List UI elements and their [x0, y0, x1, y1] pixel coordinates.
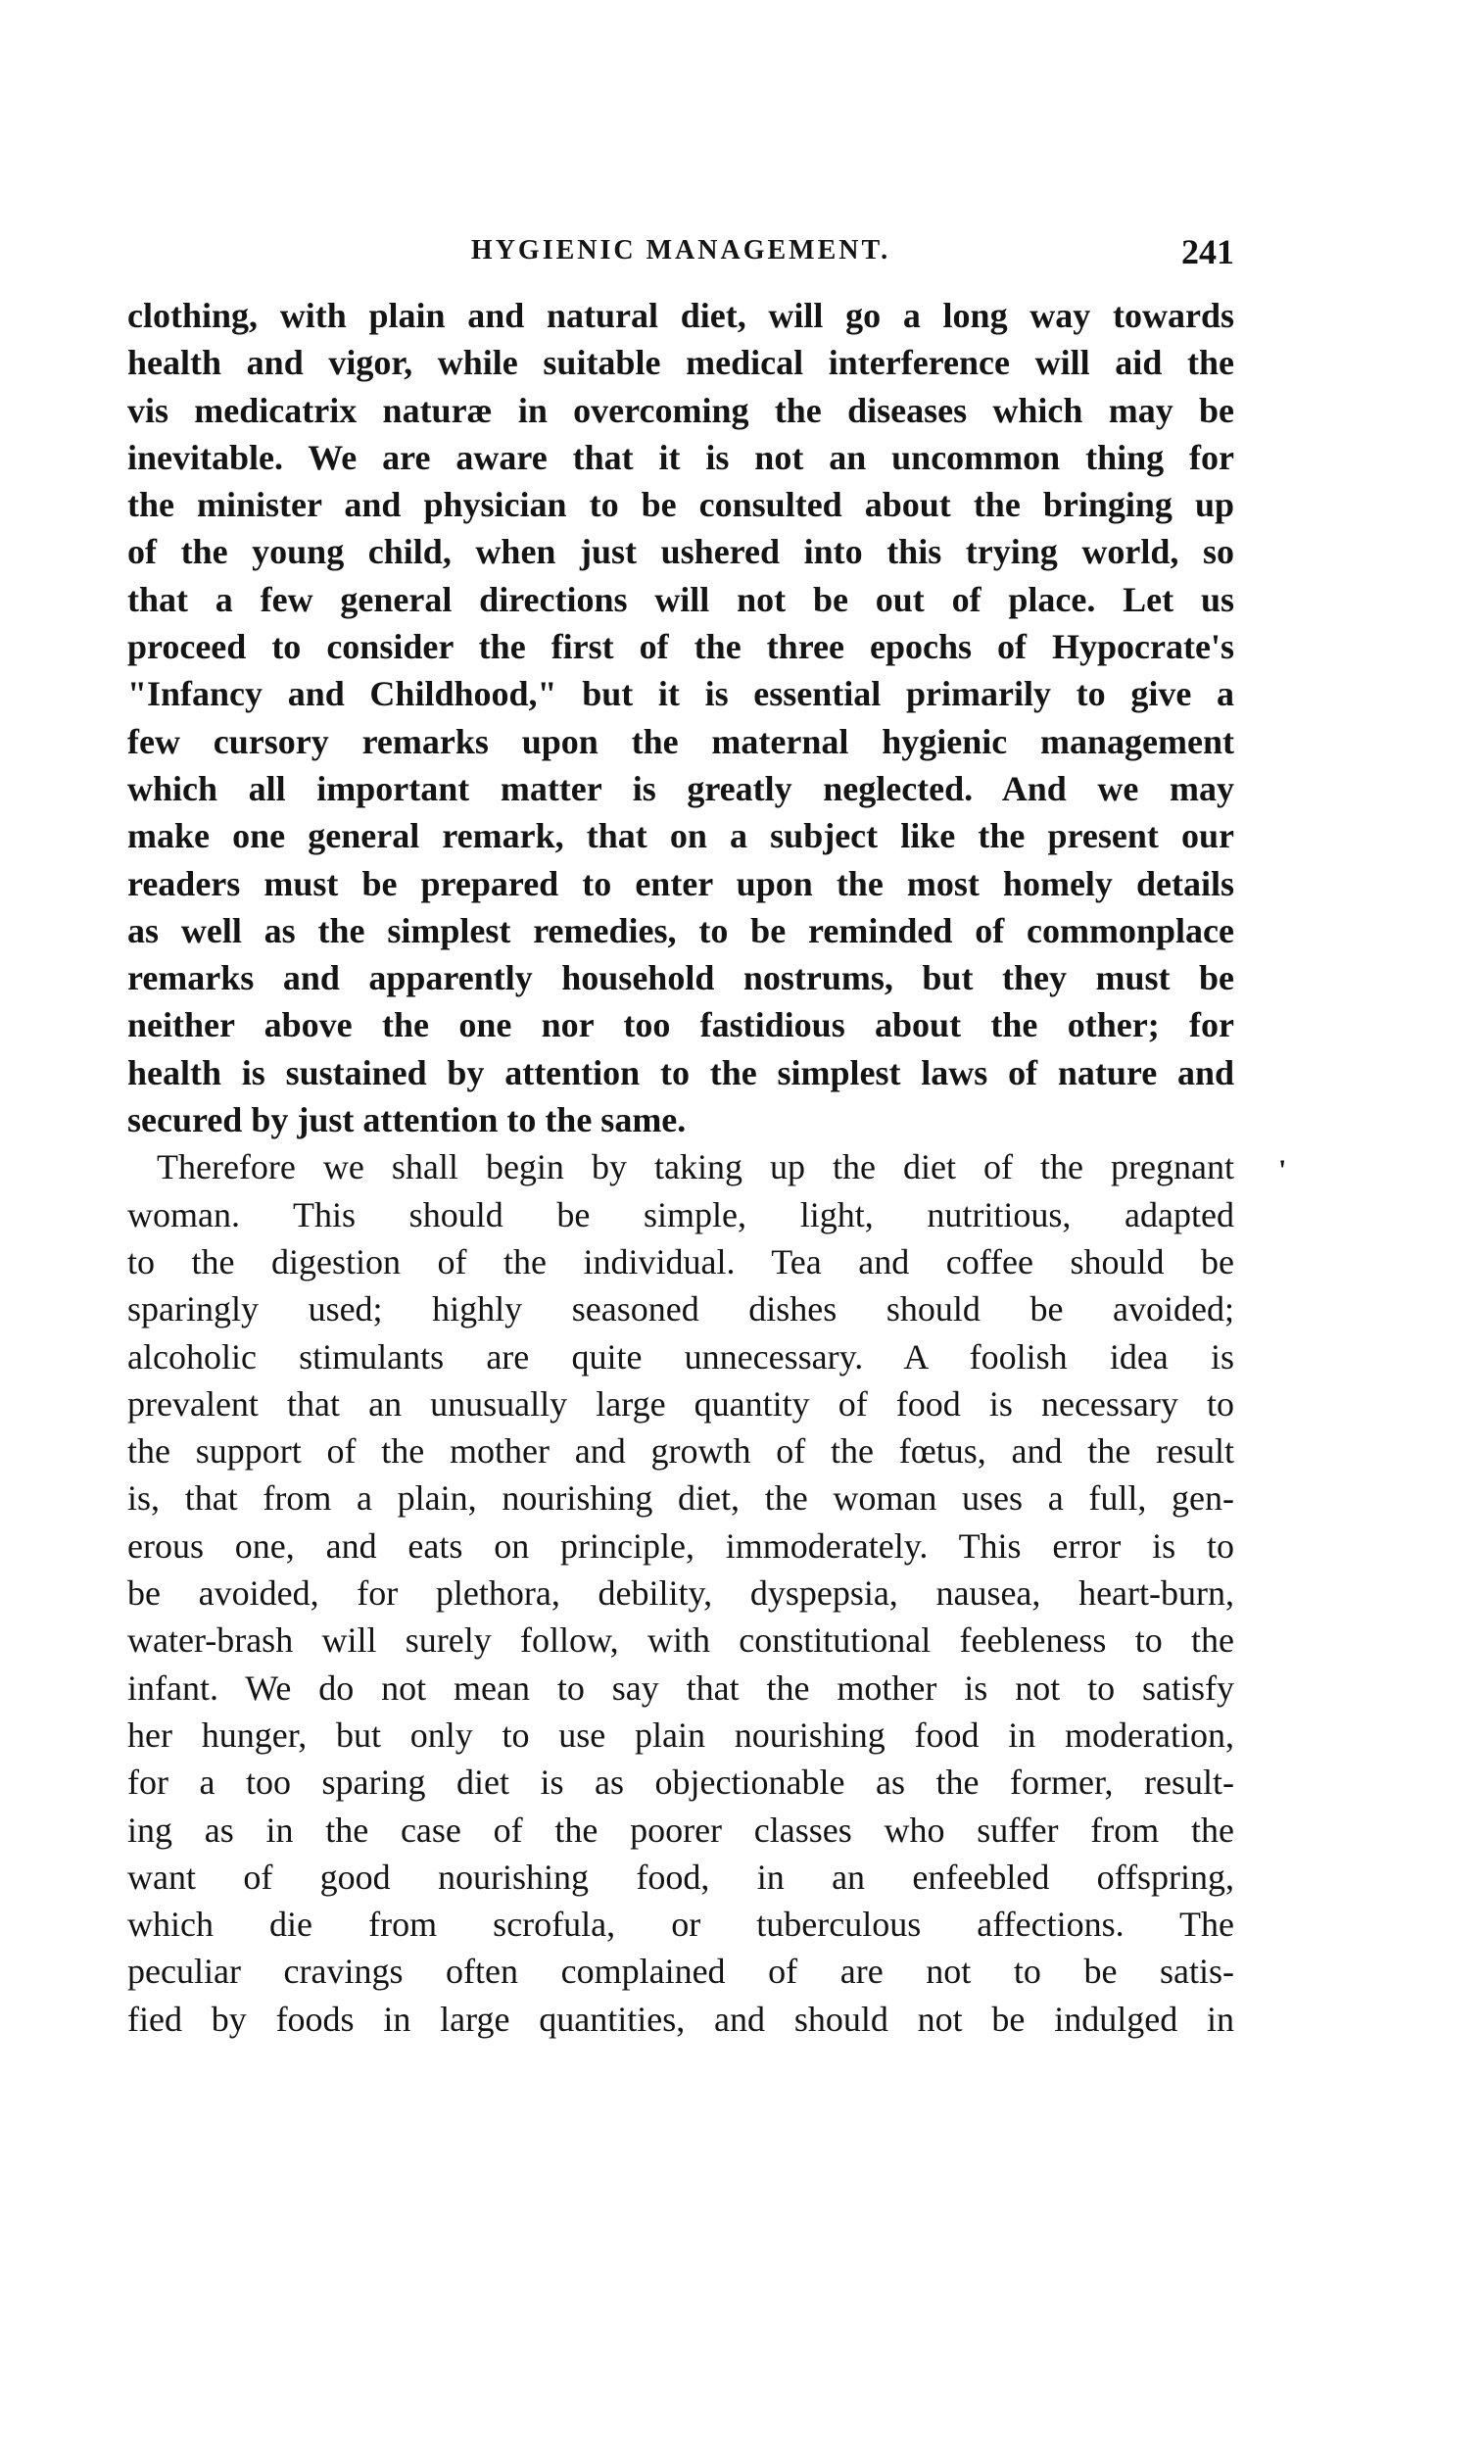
text-line: her hunger, but only to use plain nourishing food in moderation,	[127, 1715, 1234, 1755]
text-line: clothing, with plain and natural diet, will go a long way towards	[127, 296, 1234, 335]
text-line: to the digestion of the individual. Tea and coffee should be	[127, 1241, 1234, 1281]
text-line: which die from scrofula, or tuberculous affections. The	[127, 1905, 1234, 1945]
text-line: prevalent that an unusually large quantity of food is necessary to	[127, 1383, 1234, 1424]
text-line: readers must be prepared to enter upon the most homely details	[127, 863, 1234, 903]
margin-mark: '	[1278, 1154, 1287, 1186]
text-line: erous one, and eats on principle, immoderately. This error is to	[127, 1525, 1234, 1566]
text-line: sparingly used; highly seasoned dishes should be avoided;	[127, 1289, 1234, 1329]
text-line: woman. This should be simple, light, nutritious, adapted	[127, 1194, 1234, 1234]
text-line: make one general remark, that on a subject like the present our	[127, 816, 1234, 856]
text-line: vis medicatrix naturæ in overcoming the diseases which may be	[127, 390, 1234, 430]
text-line: the minister and physician to be consulted about the bringing up	[127, 485, 1234, 525]
page-number: 241	[1181, 232, 1234, 271]
text-line: water-brash will surely follow, with constitutional feebleness to the	[127, 1620, 1234, 1661]
text-line: inevitable. We are aware that it is not an uncommon thing for	[127, 437, 1234, 477]
text-line: the support of the mother and growth of the fœtus, and the result	[127, 1431, 1234, 1472]
text-line: for a too sparing diet is as objectionable as the former, result-	[127, 1763, 1234, 1803]
text-line: proceed to consider the first of the three epochs of Hypocrate's	[127, 627, 1234, 667]
text-line: "Infancy and Childhood," but it is essential primarily to give a	[127, 674, 1234, 714]
text-line: alcoholic stimulants are quite unnecessary. A foolish idea is	[127, 1336, 1234, 1377]
text-line: that a few general directions will not be out of place. Let us	[127, 579, 1234, 619]
text-line: of the young child, when just ushered into this trying world, so	[127, 532, 1234, 572]
running-title: HYGIENIC MANAGEMENT.	[470, 235, 891, 266]
body-text	[127, 292, 1234, 2043]
text-line: remarks and apparently household nostrums, but they must be	[127, 958, 1234, 998]
text-line: health is sustained by attention to the simplest laws of nature and	[127, 1052, 1234, 1092]
text-line: which all important matter is greatly neglected. And we may	[127, 768, 1234, 808]
text-line: fied by foods in large quantities, and should not be indulged in	[127, 1999, 1234, 2039]
text-line: few cursory remarks upon the maternal hygienic management	[127, 721, 1234, 761]
text-line: peculiar cravings often complained of are not to be satis-	[127, 1952, 1234, 1992]
text-line: as well as the simplest remedies, to be reminded of commonplace	[127, 910, 1234, 950]
text-line: infant. We do not mean to say that the mother is not to satisfy	[127, 1667, 1234, 1708]
text-line: secured by just attention to the same.	[127, 1100, 687, 1140]
text-line: is, that from a plain, nourishing diet, the woman uses a full, gen-	[127, 1478, 1234, 1519]
text-line: health and vigor, while suitable medical interference will aid the	[127, 343, 1234, 383]
text-line: neither above the one nor too fastidious about the other; for	[127, 1005, 1234, 1045]
text-line: want of good nourishing food, in an enfeebled offspring,	[127, 1857, 1234, 1897]
text-line: be avoided, for plethora, debility, dyspepsia, nausea, heart-burn,	[127, 1573, 1234, 1614]
text-line: Therefore we shall begin by taking up the diet of the pregnant	[157, 1147, 1234, 1187]
text-line: ing as in the case of the poorer classes who suffer from the	[127, 1810, 1234, 1850]
running-head	[127, 232, 1234, 278]
